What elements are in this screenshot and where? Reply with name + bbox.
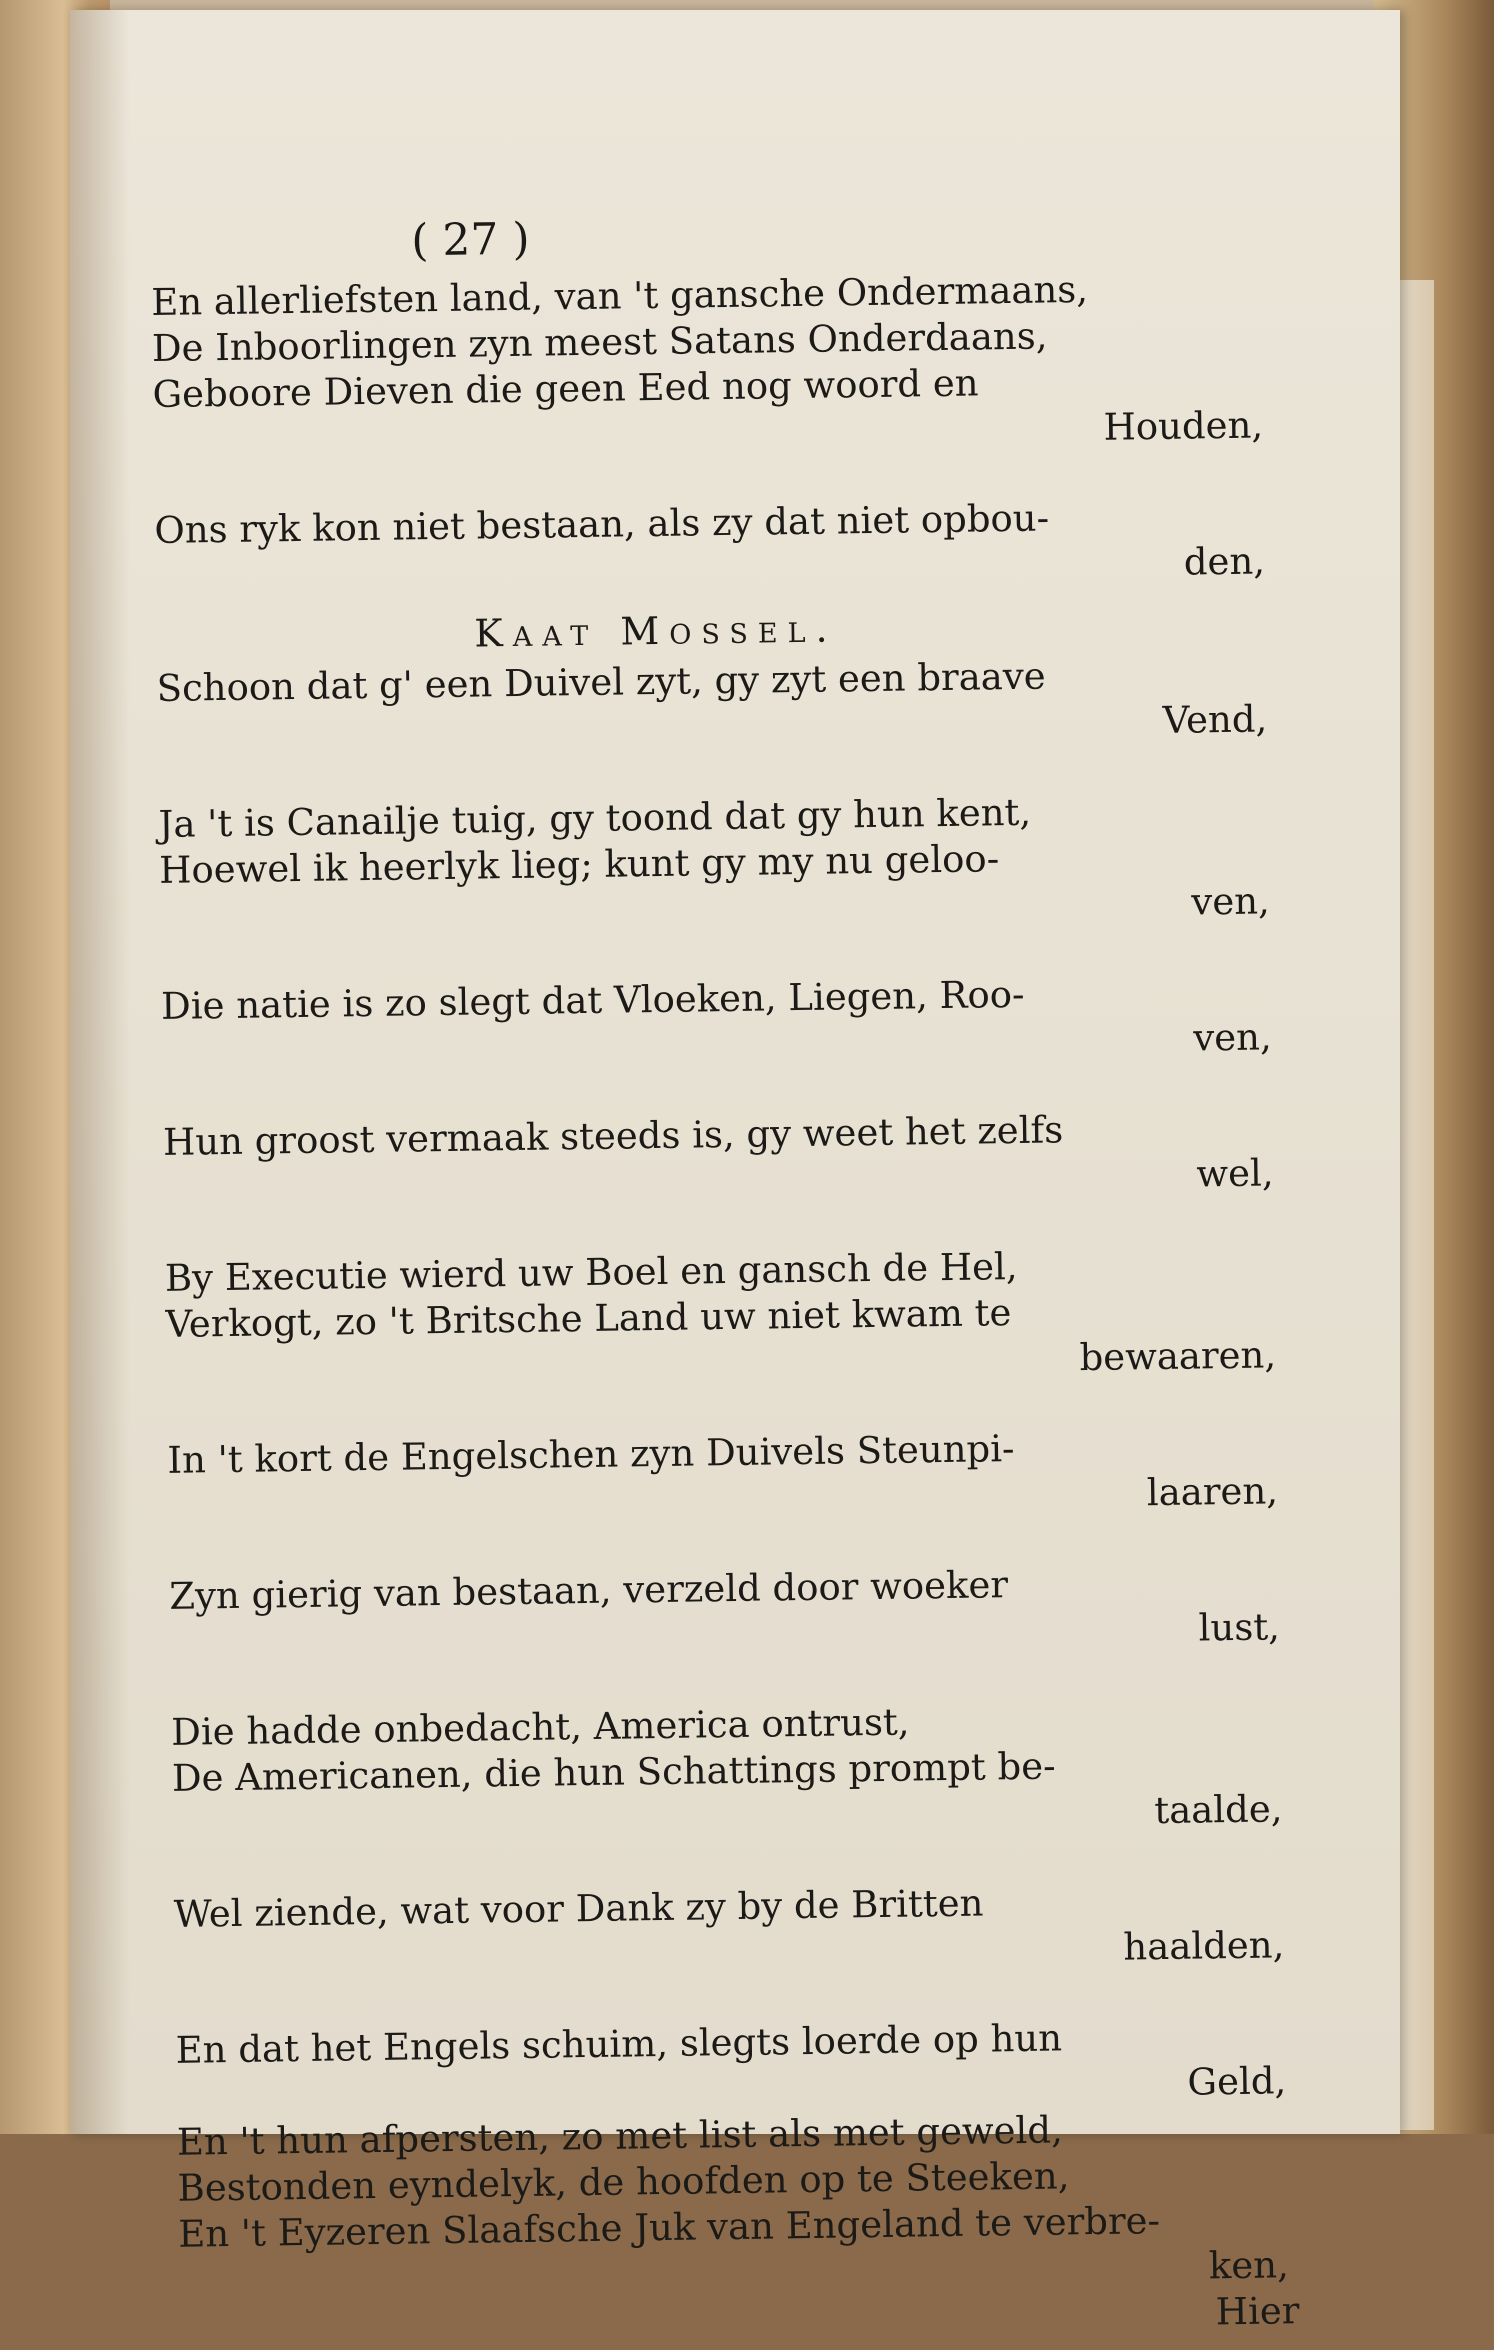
text-line-continuation: lust, (1198, 1605, 1281, 1650)
text-line-continuation: Houden, (1103, 403, 1264, 449)
text-line-continuation: den, (1183, 539, 1266, 584)
text-line: Schoon dat g' een Duivel zyt, gy zyt een braave (156, 654, 1046, 710)
text-line: En 't hun afpersten, zo met list als met geweld, (176, 2108, 1064, 2164)
text-line: In 't kort de Engelschen zyn Duivels Steunpi- (167, 1427, 1015, 1482)
book-page (70, 10, 1400, 2334)
text-line: By Executie wierd uw Boel en gansch de Hel, (164, 1244, 1018, 1300)
text-line: En allerliefsten land, van 't gansche Ondermaans, (150, 267, 1089, 324)
text-line-continuation: wel, (1196, 1151, 1274, 1196)
text-line: Geboore Dieven die geen Eed nog woord en (152, 361, 979, 416)
text-line: Ja 't is Canailje tuig, gy toond dat gy hun kent, (158, 790, 1032, 846)
text-line: Die hadde onbedacht, America ontrust, (170, 1700, 910, 1754)
text-line: Ons ryk kon niet bestaan, als zy dat niet opbou- (154, 496, 1050, 552)
text-line-continuation: ken, (1208, 2243, 1290, 2288)
text-line: En dat het Engels schuim, slegts loerde op hun (175, 2016, 1063, 2072)
text-line-continuation: Vend, (1162, 697, 1268, 742)
page-gutter-shadow (70, 10, 130, 2134)
text-line-continuation: bewaaren, (1079, 1333, 1277, 1380)
text-line: De Inboorlingen zyn meest Satans Onderdaans, (151, 314, 1048, 370)
text-line-continuation: Geld, (1187, 2059, 1287, 2104)
text-line-continuation: taalde, (1153, 1787, 1283, 1833)
text-line: Hun groost vermaak steeds is, gy weet het zelfs (162, 1108, 1064, 1164)
text-line: Wel ziende, wat voor Dank zy by de Britten (173, 1881, 984, 1936)
text-line: Die natie is zo slegt dat Vloeken, Liegen, Roo- (160, 972, 1025, 1028)
text-line-continuation: laaren, (1146, 1469, 1279, 1515)
page-text (150, 194, 1340, 2350)
page-number: ( 27 ) (410, 213, 530, 267)
text-line-continuation: ven, (1192, 1015, 1272, 1060)
text-line: En 't Eyzeren Slaafsche Juk van Engeland te verbre- (177, 2199, 1161, 2256)
speaker-heading: Kaat Mossel. (473, 606, 838, 656)
text-line: Zyn gierig van bestaan, verzeld door woeker (169, 1563, 1009, 1618)
text-line: Hoewel ik heerlyk lieg; kunt gy my nu geloo- (158, 837, 1000, 892)
catchword: Hier (1215, 2289, 1300, 2334)
text-line-continuation: haalden, (1123, 1923, 1285, 1969)
text-line-continuation: ven, (1191, 879, 1271, 924)
text-line: De Americanen, die hun Schattings prompt be- (171, 1744, 1056, 1800)
text-line: Verkogt, zo 't Britsche Land uw niet kwam te (165, 1291, 1012, 1346)
text-line: Bestonden eyndelyk, de hoofden op te Steeken, (177, 2154, 1070, 2210)
